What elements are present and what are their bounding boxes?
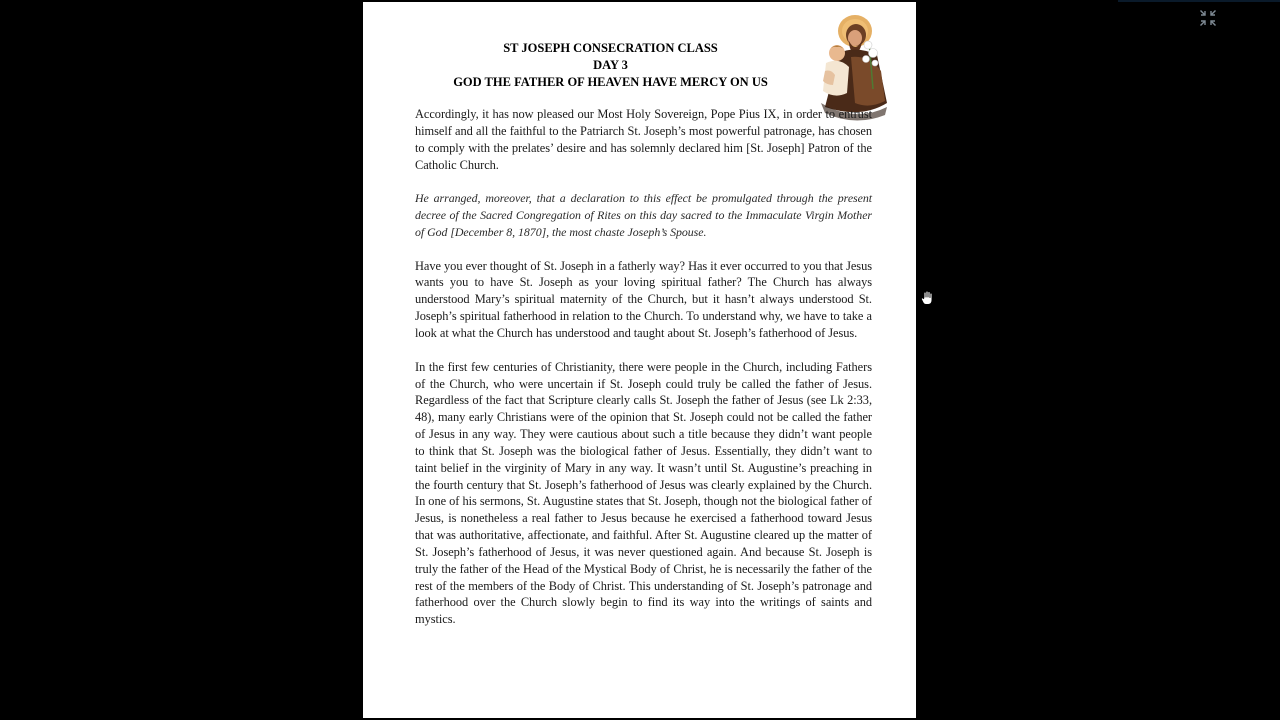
paragraph-3: Have you ever thought of St. Joseph in a fatherly way? Has it ever occurred to you that Jesus wants you to have St. Joseph as your loving spiritual father? The Church has always understood Mary’s spiritual maternity of the Church, but it hasn’t always understood St. Joseph’s spiritual fatherhood in relation to the Church. To understand why, we have to take a look at what the Church has understood and taught about St. Joseph’s fatherhood of Jesus.: [415, 258, 872, 340]
document-body: [415, 106, 872, 645]
paragraph-4: In the first few centuries of Christianity, there were people in the Church, including Fathers of the Church, who were uncertain if St. Joseph could truly be called the father of Jesus. Regardless of the fact that Scripture clearly calls St. Joseph the father of Jesus (see Lk 2:33, 48), many early Christians were of the opinion that St. Joseph could not be called the father of Jesus in any way. They were cautious about such a title because they didn’t want people to think that St. Joseph was the biological father of Jesus. Essentially, they didn’t want to taint belief in the virginity of Mary in any way. It wasn’t until St. Augustine’s preaching in the fourth century that St. Joseph’s fatherhood of Jesus was clearly explained by the Church. In one of his sermons, St. Augustine states that St. Joseph, though not the biological father of Jesus, is nonetheless a real father to Jesus because he exercised a fatherhood toward Jesus that was authoritative, affectionate, and faithful. After St. Augustine cleared up the matter of St. Joseph’s fatherhood of Jesus, it was never questioned again. And because St. Joseph is truly the father of the Head of the Mystical Body of Christ, he is necessarily the father of the rest of the members of the Body of Christ. This understanding of St. Joseph’s patronage and fatherhood over the Church slowly begin to find its way into the writings of saints and mystics.: [415, 359, 872, 627]
saint-joseph-with-child-image: [811, 11, 893, 121]
header-line-3: GOD THE FATHER OF HEAVEN HAVE MERCY ON US: [453, 75, 768, 90]
header-line-1: ST JOSEPH CONSECRATION CLASS: [503, 41, 718, 55]
document-header: [363, 40, 858, 92]
exit-fullscreen-icon[interactable]: [1199, 9, 1217, 27]
top-edge-bar: [1118, 0, 1280, 2]
header-line-2: DAY 3: [593, 58, 628, 73]
document-page[interactable]: [363, 2, 916, 718]
paragraph-2-quote: He arranged, moreover, that a declaration to this effect be promulgated through the present decree of the Sacred Congregation of Rites on this day sacred to the Immaculate Virgin Mother of God [December 8, 1870], the most chaste Joseph’s Spouse.: [415, 191, 872, 239]
paragraph-1: Accordingly, it has now pleased our Most Holy Sovereign, Pope Pius IX, in order to entrust himself and all the faithful to the Patriarch St. Joseph’s most powerful patronage, has chosen to comply with the prelates’ desire and has solemnly declared him [St. Joseph] Patron of the Catholic Church.: [415, 107, 872, 172]
hand-cursor-icon: [920, 290, 934, 306]
